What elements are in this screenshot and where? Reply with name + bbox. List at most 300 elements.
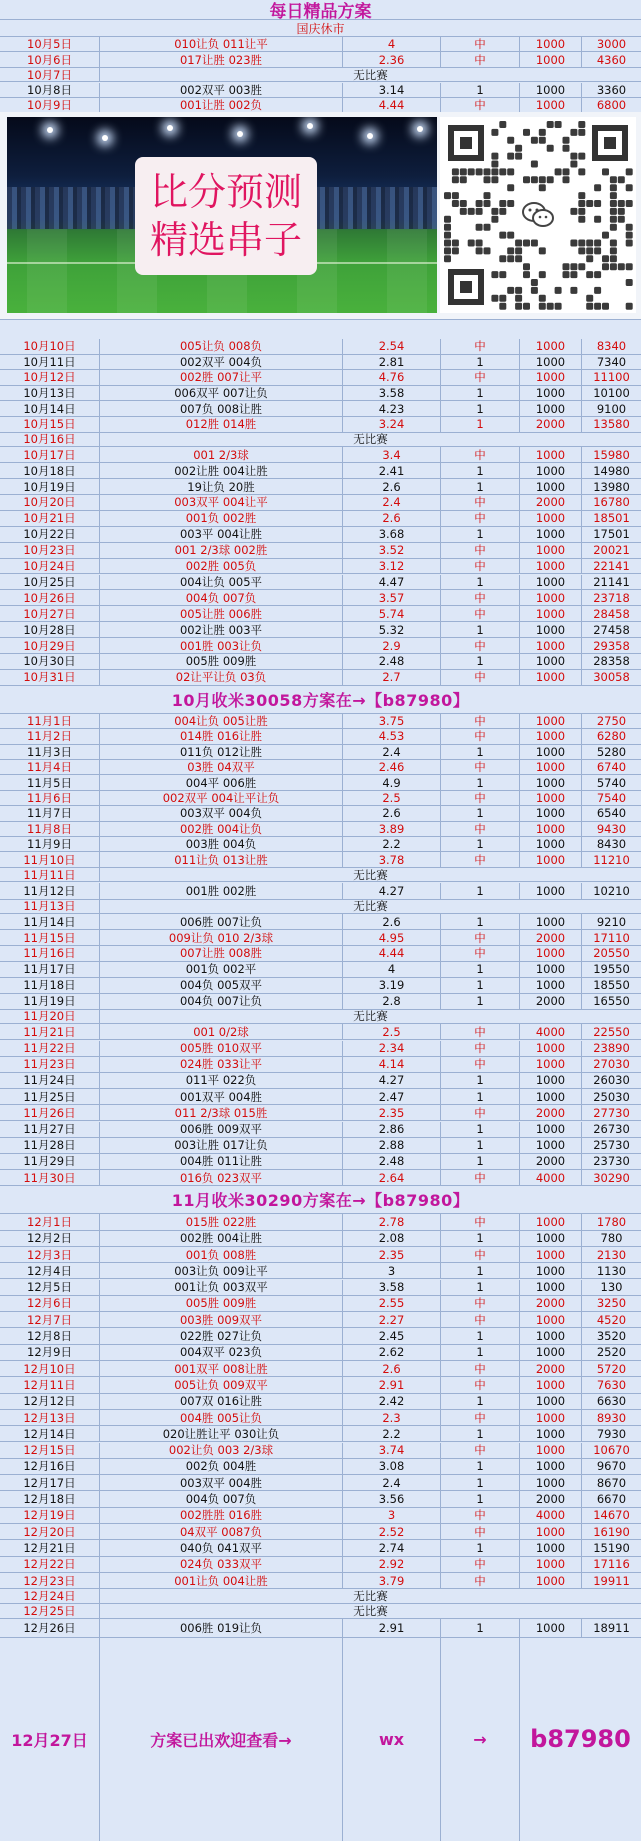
row-result: 1 bbox=[441, 978, 520, 993]
row-pick: 014胜 016让胜 bbox=[100, 729, 343, 743]
row-pick: 001 2/3球 002胜 bbox=[100, 543, 343, 558]
row-result: 1 bbox=[441, 1089, 520, 1104]
row-total: 28458 bbox=[593, 606, 630, 621]
table-row bbox=[0, 822, 641, 837]
row-odds: 4.9 bbox=[343, 775, 441, 789]
row-pick: 04双平 0087负 bbox=[100, 1524, 343, 1539]
row-total: 7630 bbox=[596, 1377, 627, 1392]
row-odds: 3.58 bbox=[343, 386, 441, 401]
row-date: 11月26日 bbox=[0, 1105, 100, 1120]
row-total: 29358 bbox=[593, 638, 630, 653]
row-stake: 1000 bbox=[520, 1540, 582, 1555]
row-date: 11月29日 bbox=[0, 1154, 100, 1169]
row-odds: 4.47 bbox=[343, 575, 441, 590]
row-odds: 3.79 bbox=[343, 1573, 441, 1588]
final-message: 方案已出欢迎查看→ bbox=[100, 1638, 343, 1841]
row-date: 11月2日 bbox=[0, 729, 100, 743]
no-match-row bbox=[0, 1604, 641, 1619]
row-date: 11月13日 bbox=[0, 900, 100, 914]
row-pick: 024负 033双平 bbox=[100, 1557, 343, 1572]
row-odds: 4.95 bbox=[343, 930, 441, 945]
row-odds: 2.6 bbox=[343, 511, 441, 526]
row-date: 11月8日 bbox=[0, 822, 100, 836]
row-pick: 003让胜 017让负 bbox=[100, 1138, 343, 1153]
row-total: 10100 bbox=[593, 386, 630, 401]
row-stake: 2000 bbox=[520, 930, 582, 945]
promo-banner bbox=[0, 112, 641, 320]
row-total: 19550 bbox=[593, 962, 630, 977]
row-result: 中 bbox=[441, 52, 520, 66]
row-pick: 005胜 009胜 bbox=[100, 654, 343, 669]
row-result: 1 bbox=[441, 622, 520, 637]
table-row bbox=[0, 638, 641, 654]
row-result: 中 bbox=[441, 714, 520, 728]
row-total: 5280 bbox=[596, 744, 627, 759]
row-odds: 3.08 bbox=[343, 1459, 441, 1474]
row-stake: 1000 bbox=[520, 1475, 582, 1490]
row-pick: 002胜 007让平 bbox=[100, 370, 343, 385]
table-row bbox=[0, 495, 641, 511]
row-result: 中 bbox=[441, 1296, 520, 1311]
row-stake: 1000 bbox=[520, 852, 582, 866]
row-stake: 1000 bbox=[520, 1231, 582, 1246]
row-result: 中 bbox=[441, 822, 520, 836]
row-total: 26730 bbox=[593, 1122, 630, 1137]
row-date: 11月22日 bbox=[0, 1041, 100, 1056]
row-total: 2130 bbox=[596, 1247, 627, 1262]
row-odds: 2.2 bbox=[343, 1426, 441, 1441]
table-row bbox=[0, 1041, 641, 1057]
row-result: 1 bbox=[441, 654, 520, 669]
row-pick: 005让胜 006胜 bbox=[100, 606, 343, 621]
table-row bbox=[0, 729, 641, 744]
no-match-row bbox=[0, 1010, 641, 1025]
row-total: 14670 bbox=[593, 1508, 630, 1523]
row-stake: 1000 bbox=[520, 1122, 582, 1137]
row-date: 11月10日 bbox=[0, 852, 100, 866]
row-odds: 2.5 bbox=[343, 791, 441, 805]
row-pick: 002胜 004让负 bbox=[100, 822, 343, 836]
row-result: 中 bbox=[441, 729, 520, 743]
row-stake: 1000 bbox=[520, 1426, 582, 1441]
row-pick: 011负 012让胜 bbox=[100, 745, 343, 759]
row-pick: 002负 004胜 bbox=[100, 1459, 343, 1474]
row-total: 30058 bbox=[593, 670, 630, 685]
row-date: 11月28日 bbox=[0, 1138, 100, 1153]
table-row bbox=[0, 463, 641, 479]
row-date: 12月17日 bbox=[0, 1475, 100, 1490]
row-date: 11月17日 bbox=[0, 962, 100, 977]
row-result: 1 bbox=[441, 1280, 520, 1295]
row-stake: 1000 bbox=[520, 511, 582, 526]
table-row bbox=[0, 1089, 641, 1105]
row-odds: 2.92 bbox=[343, 1557, 441, 1572]
row-result: 中 bbox=[441, 930, 520, 945]
row-stake: 2000 bbox=[520, 994, 582, 1009]
row-result: 中 bbox=[441, 1170, 520, 1185]
no-match-label: 无比赛 bbox=[353, 1009, 388, 1024]
table-row bbox=[0, 1573, 641, 1589]
no-match-label: 无比赛 bbox=[353, 432, 388, 447]
table-row bbox=[0, 606, 641, 622]
row-total: 780 bbox=[600, 1231, 623, 1246]
row-odds: 2.91 bbox=[343, 1377, 441, 1392]
row-date: 10月30日 bbox=[0, 654, 100, 669]
row-date: 10月10日 bbox=[0, 339, 100, 354]
row-total: 17110 bbox=[593, 930, 630, 945]
row-result: 中 bbox=[441, 1214, 520, 1229]
row-stake: 1000 bbox=[520, 606, 582, 621]
row-total: 8430 bbox=[596, 837, 627, 852]
row-odds: 4.27 bbox=[343, 1073, 441, 1088]
row-odds: 2.48 bbox=[343, 654, 441, 669]
table-row bbox=[0, 575, 641, 591]
row-total: 9670 bbox=[596, 1459, 627, 1474]
table-row bbox=[0, 1057, 641, 1073]
row-stake: 1000 bbox=[520, 1214, 582, 1229]
row-result: 1 bbox=[441, 1540, 520, 1555]
row-total: 22550 bbox=[593, 1024, 630, 1039]
row-result: 1 bbox=[441, 745, 520, 759]
table-row bbox=[0, 1426, 641, 1442]
row-odds: 3.19 bbox=[343, 978, 441, 993]
row-pick: 011 2/3球 015胜 bbox=[100, 1105, 343, 1120]
row-total: 16190 bbox=[593, 1524, 630, 1539]
row-odds: 2.48 bbox=[343, 1154, 441, 1169]
row-date: 10月14日 bbox=[0, 401, 100, 416]
row-odds: 3.89 bbox=[343, 822, 441, 836]
row-total: 13980 bbox=[593, 479, 630, 494]
row-pick: 009让负 010 2/3球 bbox=[100, 930, 343, 945]
row-odds: 4.14 bbox=[343, 1057, 441, 1072]
table-row bbox=[0, 370, 641, 386]
row-stake: 2000 bbox=[520, 417, 582, 432]
no-match-label: 无比赛 bbox=[353, 1603, 388, 1618]
row-date: 11月24日 bbox=[0, 1073, 100, 1088]
table-row bbox=[0, 447, 641, 463]
row-date: 11月7日 bbox=[0, 806, 100, 820]
row-pick: 001 0/2球 bbox=[100, 1024, 343, 1039]
row-pick: 010让负 011让平 bbox=[100, 37, 343, 51]
row-date: 12月23日 bbox=[0, 1573, 100, 1588]
row-stake: 1000 bbox=[520, 83, 582, 97]
row-date: 10月27日 bbox=[0, 606, 100, 621]
row-pick: 004让负 005让胜 bbox=[100, 714, 343, 728]
row-date: 10月20日 bbox=[0, 495, 100, 510]
row-total: 11210 bbox=[593, 852, 630, 867]
table-row bbox=[0, 791, 641, 806]
holiday-note-text: 国庆休市 bbox=[296, 21, 345, 36]
table-row bbox=[0, 930, 641, 946]
row-date: 10月21日 bbox=[0, 511, 100, 526]
row-total: 30290 bbox=[593, 1170, 630, 1185]
row-pick: 004负 005双平 bbox=[100, 978, 343, 993]
row-total: 1130 bbox=[596, 1263, 627, 1278]
row-result: 1 bbox=[441, 914, 520, 929]
row-odds: 3.68 bbox=[343, 527, 441, 542]
row-date: 12月7日 bbox=[0, 1312, 100, 1327]
row-result: 1 bbox=[441, 994, 520, 1009]
row-total: 20021 bbox=[593, 543, 630, 558]
row-date: 11月14日 bbox=[0, 914, 100, 929]
row-pick: 015胜 022胜 bbox=[100, 1214, 343, 1229]
row-stake: 1000 bbox=[520, 1247, 582, 1262]
table-row bbox=[0, 745, 641, 760]
row-result: 中 bbox=[441, 98, 520, 112]
row-odds: 2.74 bbox=[343, 1540, 441, 1555]
row-odds: 2.78 bbox=[343, 1214, 441, 1229]
row-result: 中 bbox=[441, 1443, 520, 1458]
row-date: 12月15日 bbox=[0, 1443, 100, 1458]
row-total: 10210 bbox=[593, 883, 630, 898]
row-stake: 1000 bbox=[520, 883, 582, 899]
row-date: 11月19日 bbox=[0, 994, 100, 1009]
row-stake: 1000 bbox=[520, 590, 582, 605]
row-pick: 006双平 007让负 bbox=[100, 386, 343, 401]
no-match-label: 无比赛 bbox=[353, 867, 388, 882]
row-pick: 005胜 010双平 bbox=[100, 1041, 343, 1056]
row-result: 1 bbox=[441, 355, 520, 370]
row-date: 12月22日 bbox=[0, 1557, 100, 1572]
row-result: 中 bbox=[441, 1041, 520, 1056]
row-result: 1 bbox=[441, 1491, 520, 1506]
row-odds: 2.6 bbox=[343, 806, 441, 820]
table-row bbox=[0, 339, 641, 355]
row-result: 1 bbox=[441, 386, 520, 401]
row-odds: 2.4 bbox=[343, 1475, 441, 1490]
row-stake: 2000 bbox=[520, 1105, 582, 1120]
row-total: 21141 bbox=[593, 574, 630, 589]
row-date: 10月6日 bbox=[0, 52, 100, 66]
final-date: 12月27日 bbox=[0, 1638, 100, 1841]
row-total: 27458 bbox=[593, 622, 630, 637]
row-total: 10670 bbox=[593, 1443, 630, 1458]
row-result: 1 bbox=[441, 837, 520, 851]
row-stake: 1000 bbox=[520, 1573, 582, 1588]
row-total: 18501 bbox=[593, 511, 630, 526]
row-stake: 1000 bbox=[520, 745, 582, 759]
table-row bbox=[0, 83, 641, 98]
table-row bbox=[0, 1105, 641, 1121]
row-stake: 2000 bbox=[520, 1361, 582, 1376]
row-total: 3000 bbox=[596, 37, 627, 52]
row-odds: 3.56 bbox=[343, 1491, 441, 1506]
row-pick: 005让负 008负 bbox=[100, 339, 343, 354]
row-stake: 1000 bbox=[520, 1057, 582, 1072]
row-date: 12月11日 bbox=[0, 1377, 100, 1392]
row-odds: 5.74 bbox=[343, 606, 441, 621]
row-stake: 1000 bbox=[520, 1524, 582, 1539]
row-total: 22141 bbox=[593, 559, 630, 574]
row-total: 18550 bbox=[593, 978, 630, 993]
row-odds: 3.78 bbox=[343, 852, 441, 866]
row-date: 11月25日 bbox=[0, 1089, 100, 1104]
row-result: 中 bbox=[441, 37, 520, 51]
promo-text-box bbox=[135, 157, 317, 275]
row-pick: 003双平 004胜 bbox=[100, 1475, 343, 1490]
arrow-icon: → bbox=[441, 1638, 520, 1841]
row-pick: 002双平 004让平让负 bbox=[100, 791, 343, 805]
table-row bbox=[0, 1377, 641, 1393]
table-row bbox=[0, 654, 641, 670]
row-result: 中 bbox=[441, 559, 520, 574]
row-result: 1 bbox=[441, 1263, 520, 1278]
table-row bbox=[0, 1524, 641, 1540]
row-odds: 4 bbox=[343, 962, 441, 977]
row-total: 25030 bbox=[593, 1089, 630, 1104]
table-row bbox=[0, 1170, 641, 1186]
table-row bbox=[0, 962, 641, 978]
table-row bbox=[0, 1154, 641, 1170]
row-stake: 1000 bbox=[520, 1041, 582, 1056]
row-odds: 2.2 bbox=[343, 837, 441, 851]
row-pick: 001让胜 002负 bbox=[100, 98, 343, 112]
row-date: 11月21日 bbox=[0, 1024, 100, 1039]
row-result: 中 bbox=[441, 1247, 520, 1262]
row-date: 12月24日 bbox=[0, 1589, 100, 1603]
row-stake: 1000 bbox=[520, 479, 582, 494]
row-result: 中 bbox=[441, 670, 520, 685]
row-stake: 1000 bbox=[520, 1345, 582, 1360]
table-row bbox=[0, 852, 641, 867]
page-title-text: 每日精品方案 bbox=[269, 2, 372, 19]
row-odds: 2.8 bbox=[343, 994, 441, 1009]
table-row bbox=[0, 1122, 641, 1138]
row-total: 8670 bbox=[596, 1475, 627, 1490]
row-result: 中 bbox=[441, 606, 520, 621]
row-pick: 001负 002平 bbox=[100, 962, 343, 977]
row-total: 15190 bbox=[593, 1540, 630, 1555]
row-result: 1 bbox=[441, 527, 520, 542]
row-pick: 004双平 023负 bbox=[100, 1345, 343, 1360]
row-odds: 3.52 bbox=[343, 543, 441, 558]
row-total: 3360 bbox=[596, 82, 627, 97]
table-row bbox=[0, 37, 641, 52]
row-date: 12月18日 bbox=[0, 1491, 100, 1506]
row-pick: 001 2/3球 bbox=[100, 447, 343, 462]
table-row bbox=[0, 1394, 641, 1410]
nov-summary bbox=[0, 1186, 641, 1214]
row-odds: 3.74 bbox=[343, 1443, 441, 1458]
table-row bbox=[0, 714, 641, 729]
row-odds: 3 bbox=[343, 1508, 441, 1523]
row-date: 12月26日 bbox=[0, 1619, 100, 1637]
row-pick: 19让负 20胜 bbox=[100, 479, 343, 494]
row-total: 17501 bbox=[593, 527, 630, 542]
row-odds: 4.44 bbox=[343, 946, 441, 961]
row-date: 10月19日 bbox=[0, 479, 100, 494]
row-date: 11月3日 bbox=[0, 745, 100, 759]
row-result: 1 bbox=[441, 775, 520, 789]
row-pick: 004平 006胜 bbox=[100, 775, 343, 789]
no-match-label: 无比赛 bbox=[353, 67, 388, 82]
row-stake: 1000 bbox=[520, 1619, 582, 1637]
row-date: 10月15日 bbox=[0, 417, 100, 432]
row-stake: 1000 bbox=[520, 638, 582, 653]
row-result: 中 bbox=[441, 791, 520, 805]
row-pick: 007让胜 008胜 bbox=[100, 946, 343, 961]
row-pick: 02让平让负 03负 bbox=[100, 670, 343, 685]
row-result: 1 bbox=[441, 479, 520, 494]
row-date: 12月21日 bbox=[0, 1540, 100, 1555]
table-row bbox=[0, 760, 641, 775]
row-odds: 2.81 bbox=[343, 355, 441, 370]
row-stake: 1000 bbox=[520, 714, 582, 728]
row-stake: 1000 bbox=[520, 962, 582, 977]
row-odds: 3.24 bbox=[343, 417, 441, 432]
row-stake: 1000 bbox=[520, 760, 582, 774]
table-row bbox=[0, 386, 641, 402]
row-pick: 003平 004让胜 bbox=[100, 527, 343, 542]
holiday-note bbox=[0, 20, 641, 37]
row-result: 中 bbox=[441, 447, 520, 462]
table-row bbox=[0, 670, 641, 686]
promo-line-1: 比分预测 bbox=[149, 170, 302, 214]
row-date: 12月10日 bbox=[0, 1361, 100, 1376]
row-date: 12月5日 bbox=[0, 1280, 100, 1295]
row-stake: 1000 bbox=[520, 1459, 582, 1474]
row-stake: 1000 bbox=[520, 386, 582, 401]
row-odds: 2.47 bbox=[343, 1089, 441, 1104]
row-odds: 3.12 bbox=[343, 559, 441, 574]
row-total: 11100 bbox=[593, 370, 630, 385]
row-total: 15980 bbox=[593, 447, 630, 462]
row-date: 10月16日 bbox=[0, 433, 100, 447]
row-result: 1 bbox=[441, 1619, 520, 1637]
row-pick: 040负 041双平 bbox=[100, 1540, 343, 1555]
row-total: 3520 bbox=[596, 1329, 627, 1344]
row-total: 17116 bbox=[593, 1557, 630, 1572]
row-result: 中 bbox=[441, 511, 520, 526]
row-date: 11月1日 bbox=[0, 714, 100, 728]
row-stake: 1000 bbox=[520, 1280, 582, 1295]
row-pick: 003胜 004负 bbox=[100, 837, 343, 851]
row-odds: 2.7 bbox=[343, 670, 441, 685]
row-odds: 2.35 bbox=[343, 1105, 441, 1120]
table-row bbox=[0, 1410, 641, 1426]
row-date: 10月9日 bbox=[0, 98, 100, 112]
row-result: 中 bbox=[441, 1508, 520, 1523]
row-stake: 1000 bbox=[520, 1410, 582, 1425]
row-total: 16550 bbox=[593, 994, 630, 1009]
row-pick: 016负 023双平 bbox=[100, 1170, 343, 1185]
row-date: 10月11日 bbox=[0, 355, 100, 370]
row-pick: 007负 008让胜 bbox=[100, 401, 343, 416]
row-odds: 2.9 bbox=[343, 638, 441, 653]
row-result: 1 bbox=[441, 962, 520, 977]
row-stake: 1000 bbox=[520, 1312, 582, 1327]
table-row bbox=[0, 1508, 641, 1524]
no-match-row bbox=[0, 433, 641, 448]
row-odds: 4.44 bbox=[343, 98, 441, 112]
row-date: 12月2日 bbox=[0, 1231, 100, 1246]
row-total: 5740 bbox=[596, 775, 627, 790]
row-pick: 001负 008胜 bbox=[100, 1247, 343, 1262]
row-total: 23730 bbox=[593, 1154, 630, 1169]
row-total: 9430 bbox=[596, 821, 627, 836]
row-result: 1 bbox=[441, 1459, 520, 1474]
row-date: 10月31日 bbox=[0, 670, 100, 685]
row-total: 27030 bbox=[593, 1057, 630, 1072]
final-id: b87980 bbox=[530, 1725, 631, 1754]
row-pick: 003胜 009双平 bbox=[100, 1312, 343, 1327]
row-odds: 2.55 bbox=[343, 1296, 441, 1311]
row-pick: 002胜 005负 bbox=[100, 559, 343, 574]
row-stake: 1000 bbox=[520, 98, 582, 112]
row-stake: 1000 bbox=[520, 1443, 582, 1458]
row-pick: 001胜 003让负 bbox=[100, 638, 343, 653]
row-result: 中 bbox=[441, 1557, 520, 1572]
